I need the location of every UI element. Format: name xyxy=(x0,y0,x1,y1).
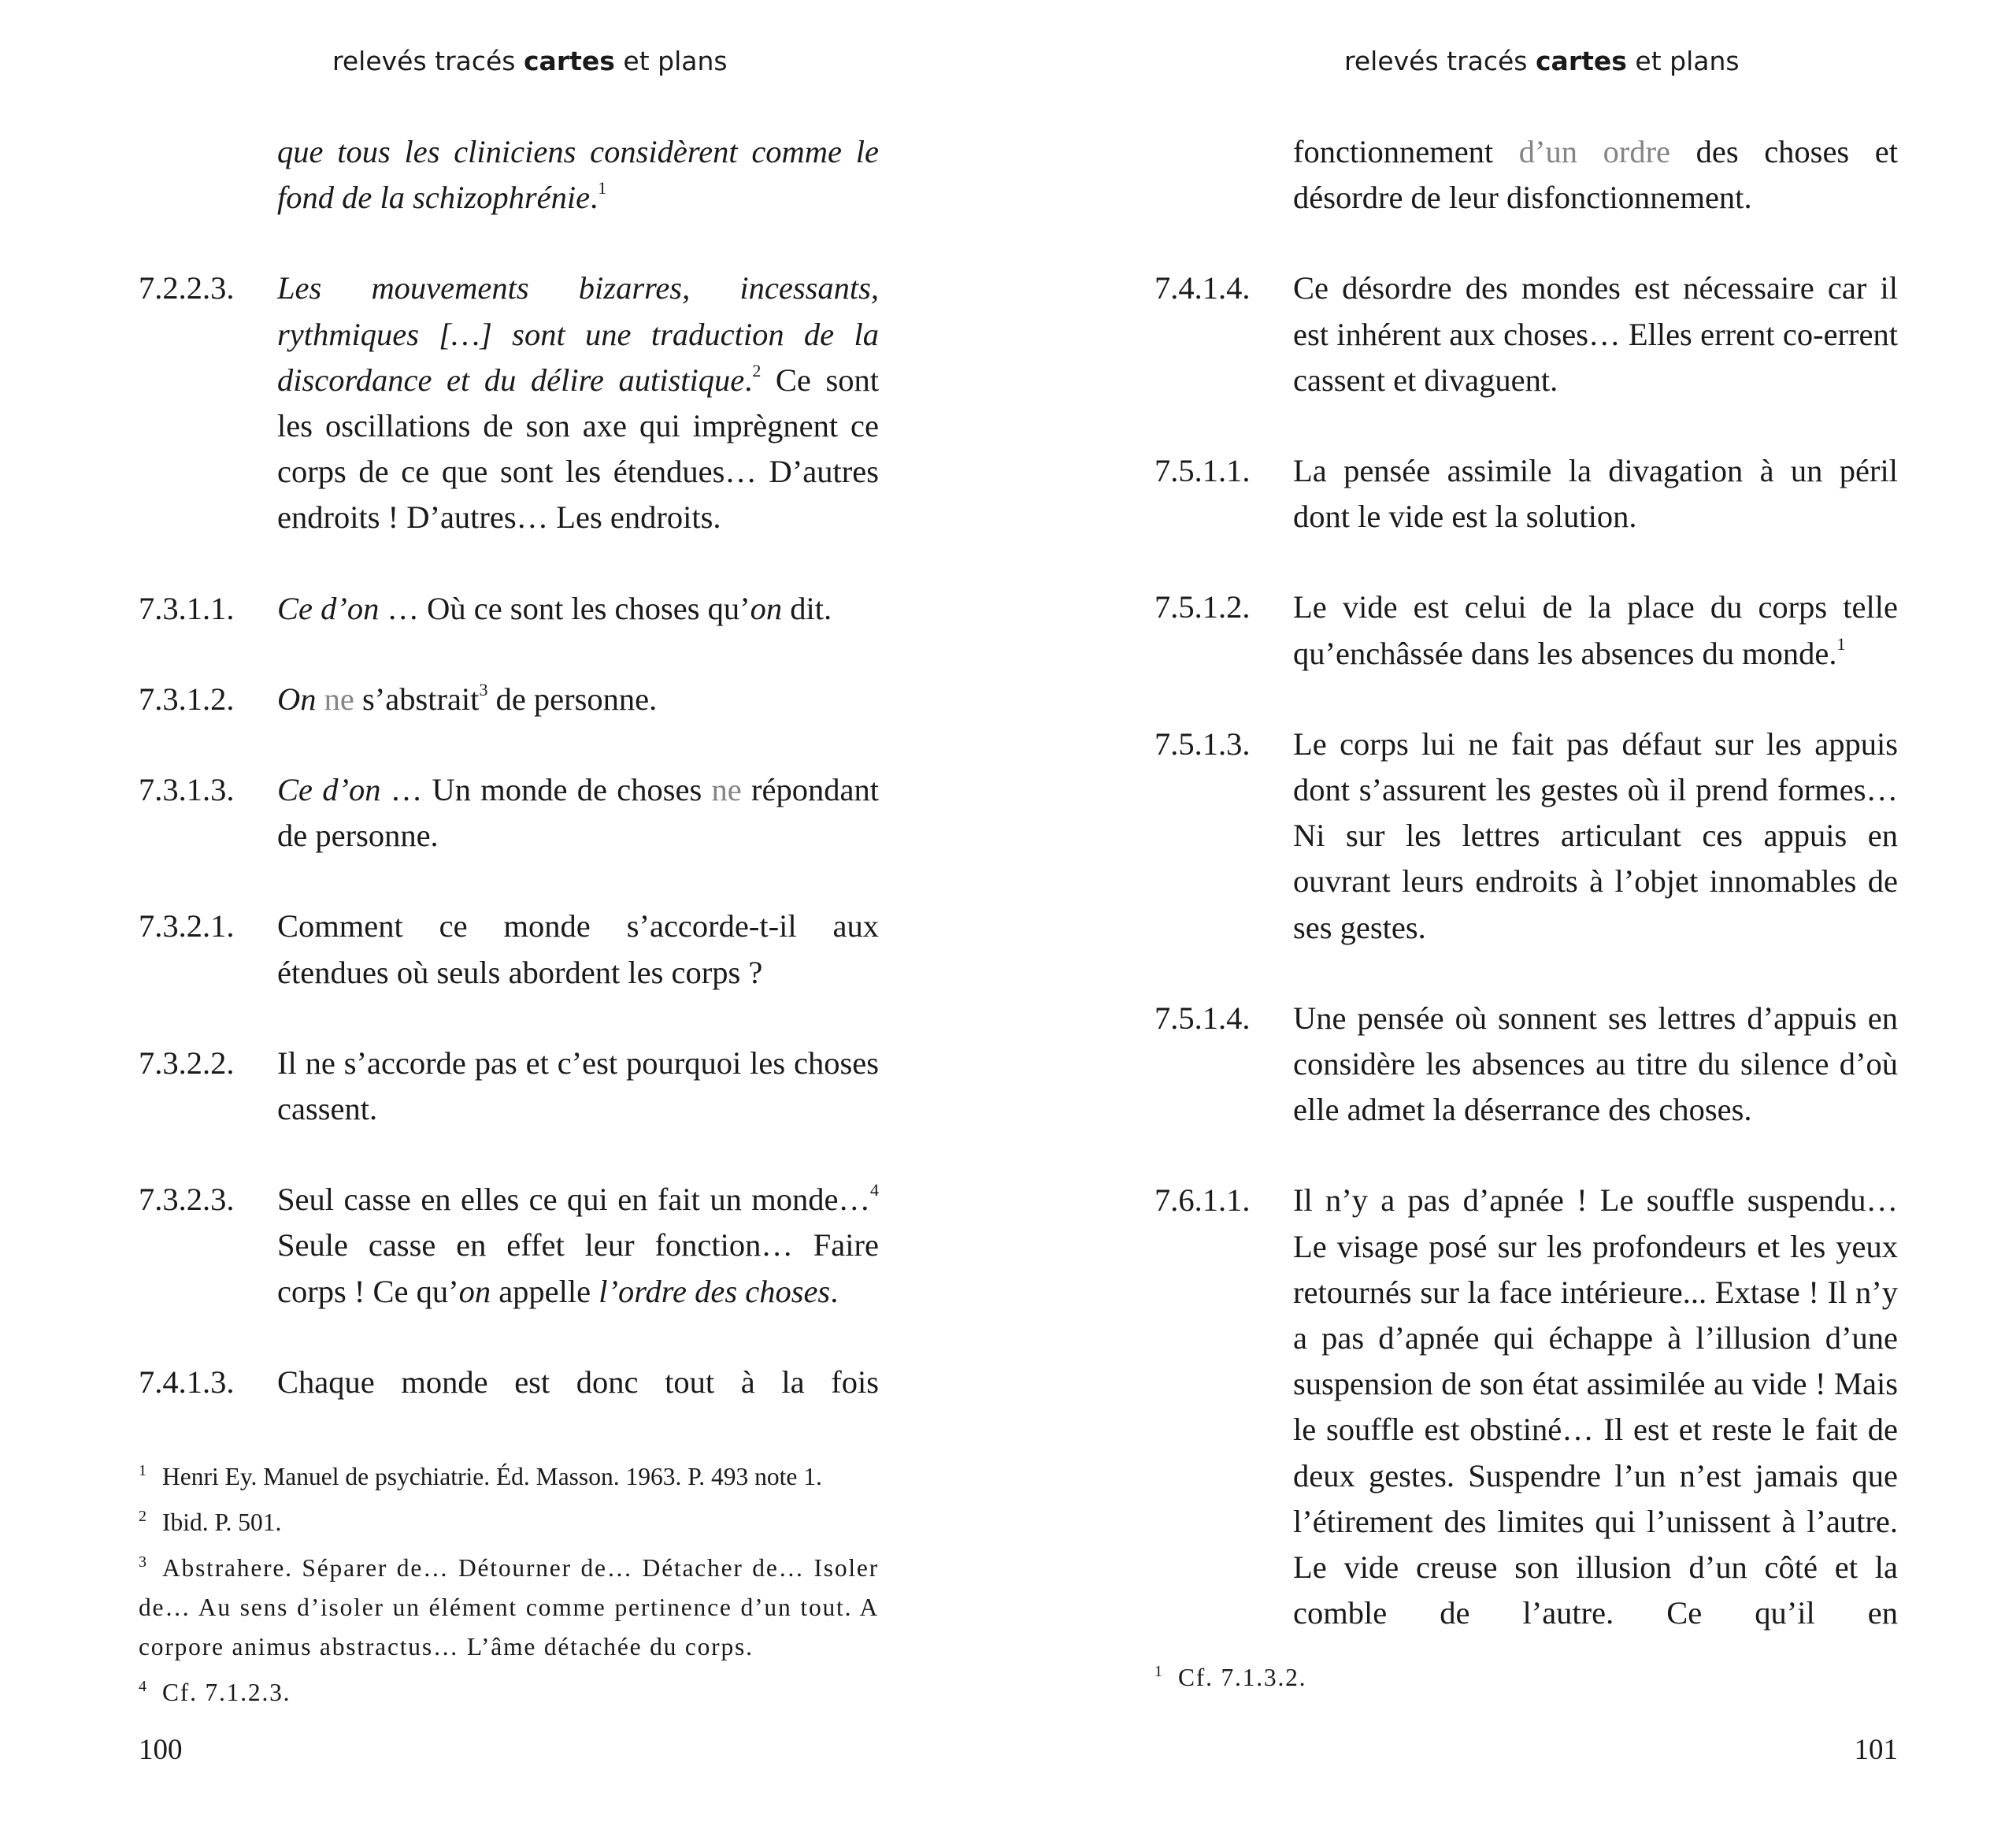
numbered-paragraph xyxy=(139,586,879,632)
footnotes xyxy=(139,1451,879,1712)
footnote-ref[interactable]: 3 xyxy=(479,679,488,699)
paragraph-number: 7.6.1.1. xyxy=(1154,1182,1251,1219)
footnote-mark: 3 xyxy=(139,1553,148,1571)
paragraph-text: Seul casse en elles ce qui en fait un monde…$^4$ Seule casse en effet leur fonction… Faire corps ! Ce qu’on appelle l’ordre des choses. xyxy=(277,1180,879,1309)
footnote-mark: 4 xyxy=(139,1678,148,1695)
page-number: 101 xyxy=(1854,1734,1898,1766)
left-page xyxy=(139,0,879,1833)
numbered-paragraph xyxy=(1154,1178,1898,1636)
paragraph-text: Le vide est celui de la place du corps telle qu’enchâssée dans les absences du monde.$^1$ xyxy=(1293,589,1898,671)
footnote-ref[interactable]: 4 xyxy=(870,1180,879,1200)
numbered-paragraph xyxy=(1154,996,1898,1134)
footnote: 1 Henri Ey. Manuel de psychiatrie. Éd. Masson. 1963. P. 493 note 1. xyxy=(139,1451,879,1497)
numbered-paragraph xyxy=(139,677,879,722)
footnote-mark: 2 xyxy=(139,1508,146,1525)
numbered-paragraph xyxy=(139,767,879,859)
numbered-paragraph xyxy=(139,904,879,995)
footnote: 2 Ibid. P. 501. xyxy=(139,1497,879,1542)
footnote-ref[interactable]: 1 xyxy=(1836,633,1846,654)
paragraph-text: Les mouvements bizarres, incessants, rythmiques […] sont une traduction de la discordance et du délire autistique.$^2$ Ce sont les oscillations de son axe qui imprègnent ce corps de ce que sont les étendues… D’autres endroits ! D’autres… Les endroits. xyxy=(277,270,879,536)
paragraph-text: Comment ce monde s’accorde-t-il aux étendues où seuls abordent les corps ? xyxy=(277,908,879,990)
paragraph-number: 7.5.1.2. xyxy=(1154,589,1251,625)
numbered-paragraph xyxy=(139,265,879,540)
paragraph-number: 7.3.1.2. xyxy=(139,681,235,717)
page-number: 100 xyxy=(139,1734,183,1766)
footnote-ref[interactable]: 2 xyxy=(752,360,762,380)
numbered-paragraph xyxy=(1154,584,1898,676)
running-head: relevés tracés cartes et plans xyxy=(332,46,728,76)
paragraph-number: 7.3.2.1. xyxy=(139,908,235,944)
footnote-ref[interactable]: 1 xyxy=(598,178,607,199)
paragraph-number: 7.3.2.2. xyxy=(139,1045,235,1081)
numbered-paragraph xyxy=(139,1177,879,1315)
paragraph-text: Ce d’on … Où ce sont les choses qu’on dit. xyxy=(277,590,832,626)
paragraph-text: Le corps lui ne fait pas défaut sur les appuis dont s’assurent les gestes où il prend formes… Ni sur les lettres articulant ces appuis en ouvrant leurs endroits à l’objet innomables de ses gestes. xyxy=(1293,725,1898,945)
numbered-paragraph xyxy=(139,1041,879,1132)
numbered-paragraph xyxy=(1154,265,1898,403)
right-page-body xyxy=(1154,129,1898,1681)
running-head: relevés tracés cartes et plans xyxy=(1344,46,1740,76)
paragraph-number: 7.3.2.3. xyxy=(139,1182,235,1218)
paragraph-text: Chaque monde est donc tout à la fois xyxy=(277,1364,879,1400)
paragraph-text: Il n’y a pas d’apnée ! Le souffle suspendu… Le visage posé sur les profondeurs et les yeux retournés sur la face intérieure... Extase ! Il n’y a pas d’apnée qui échappe à l’illusion d’une suspension de son état assimilée au vide ! Mais le souffle est obstiné… Il est et reste le fait de deux gestes. Suspendre l’un n’est jamais que l’étirement des limites qui l’unissent à l’autre. Le vide creuse son illusion d’un côté et la comble de l’autre. Ce qu’il en xyxy=(1293,1182,1898,1631)
footnote: 4 Cf. 7.1.2.3. xyxy=(139,1667,879,1712)
continued-paragraph: fonctionnement d’un ordre des choses et désordre de leur disfonctionnement. xyxy=(1293,134,1898,216)
paragraph-number: 7.5.1.4. xyxy=(1154,1000,1251,1036)
footnote-mark: 1 xyxy=(1154,1663,1164,1680)
right-page xyxy=(1154,0,1898,1833)
paragraph-number: 7.4.1.3. xyxy=(139,1364,235,1400)
paragraph-text: On ne s’abstrait$^3$ de personne. xyxy=(277,679,658,717)
paragraph-text: Ce d’on … Un monde de choses ne répondant de personne. xyxy=(277,772,879,854)
numbered-paragraph xyxy=(1154,448,1898,540)
paragraph-text: La pensée assimile la divagation à un péril dont le vide est la solution. xyxy=(1293,453,1898,535)
paragraph-number: 7.4.1.4. xyxy=(1154,270,1251,306)
paragraph-number: 7.3.1.1. xyxy=(139,590,235,626)
numbered-paragraph xyxy=(1154,722,1898,951)
paragraph-number: 7.5.1.1. xyxy=(1154,453,1251,489)
paragraph-number: 7.5.1.3. xyxy=(1154,725,1251,762)
paragraph-text: Ce désordre des mondes est nécessaire car il est inhérent aux choses… Elles errent co-errent cassent et divaguent. xyxy=(1293,270,1898,398)
continued-paragraph: que tous les cliniciens considèrent comme le fond de la schizophrénie.$^1$ xyxy=(277,134,879,216)
paragraph-number: 7.2.2.3. xyxy=(139,270,235,306)
numbered-paragraph xyxy=(139,1360,879,1405)
paragraph-number: 7.3.1.3. xyxy=(139,772,235,808)
footnotes xyxy=(1154,1652,1898,1698)
footnote-mark: 1 xyxy=(139,1462,146,1479)
paragraph-text: Il ne s’accorde pas et c’est pourquoi les choses cassent. xyxy=(277,1045,879,1127)
left-page-body xyxy=(139,129,879,1450)
paragraph-text: Une pensée où sonnent ses lettres d’appuis en considère les absences au titre du silence d’où elle admet la déserrance des choses. xyxy=(1293,1000,1898,1128)
footnote: 1 Cf. 7.1.3.2. xyxy=(1154,1652,1898,1698)
footnote: 3 Abstrahere. Séparer de… Détourner de… Détacher de… Isoler de… Au sens d’isoler un élément comme pertinence d’un tout. A corpore animus abstractus… L’âme détachée du corps. xyxy=(139,1542,879,1667)
